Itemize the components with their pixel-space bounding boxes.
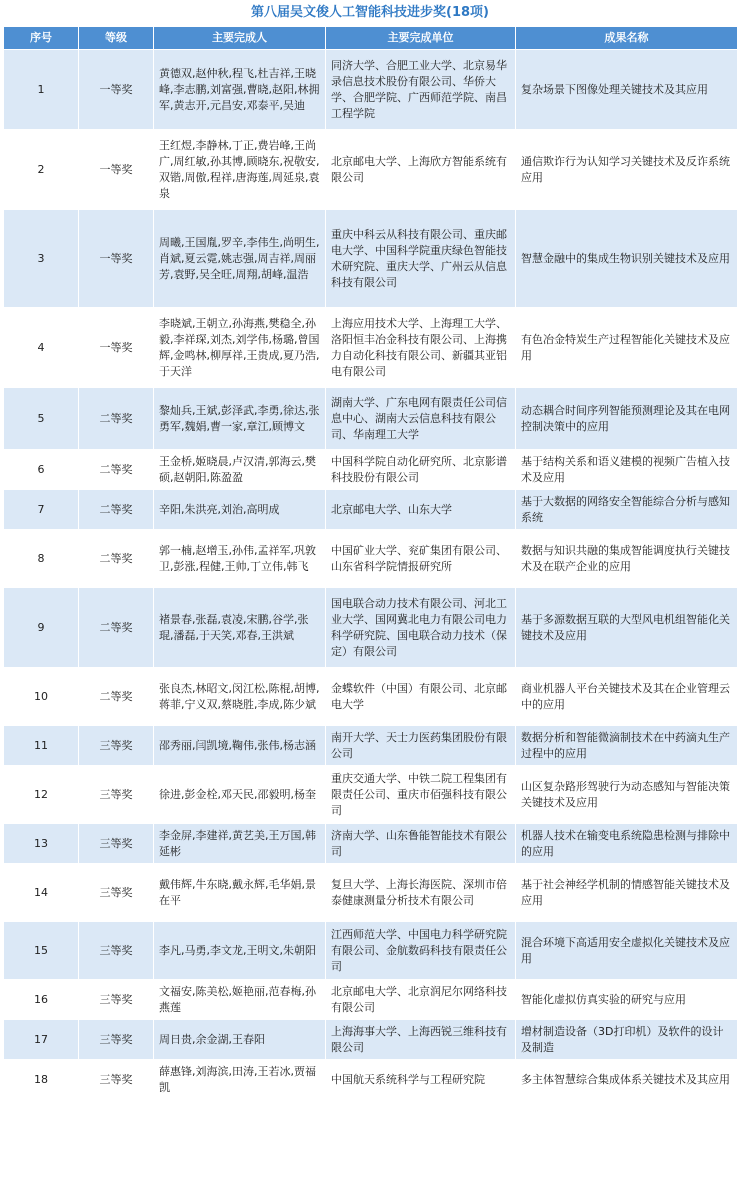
cell-grade: 二等奖 [79, 388, 154, 450]
cell-grade: 一等奖 [79, 130, 154, 210]
cell-units: 北京邮电大学、上海欣方智能系统有限公司 [326, 130, 516, 210]
cell-seq: 11 [4, 726, 79, 766]
cell-units: 国电联合动力技术有限公司、河北工业大学、国网冀北电力有限公司电力科学研究院、国电联合动力技术（保定）有限公司 [326, 588, 516, 668]
table-row [4, 530, 738, 588]
cell-people: 周曦,王国胤,罗辛,李伟生,尚明生,肖斌,夏云霓,姚志强,周吉祥,周丽芳,袁野,吴全旺,周翔,胡峰,温浩 [154, 210, 326, 308]
table-body [4, 50, 738, 1100]
cell-result: 商业机器人平台关键技术及其在企业管理云中的应用 [516, 668, 738, 726]
cell-result: 数据分析和智能微滴制技术在中药滴丸生产过程中的应用 [516, 726, 738, 766]
header-result: 成果名称 [516, 27, 738, 50]
table-row [4, 824, 738, 864]
cell-grade: 一等奖 [79, 210, 154, 308]
cell-units: 上海海事大学、上海西锐三维科技有限公司 [326, 1020, 516, 1060]
cell-units: 中国科学院自动化研究所、北京影谱科技股份有限公司 [326, 450, 516, 490]
cell-seq: 17 [4, 1020, 79, 1060]
cell-seq: 7 [4, 490, 79, 530]
cell-result: 智能化虚拟仿真实验的研究与应用 [516, 980, 738, 1020]
cell-grade: 三等奖 [79, 766, 154, 824]
cell-people: 薛惠锋,刘海滨,田涛,王若冰,贾福凯 [154, 1060, 326, 1100]
award-table [3, 26, 738, 1100]
table-row [4, 668, 738, 726]
table-row [4, 980, 738, 1020]
table-row [4, 864, 738, 922]
cell-grade: 三等奖 [79, 726, 154, 766]
cell-people: 李金屏,李建祥,黄艺美,王万国,韩延彬 [154, 824, 326, 864]
cell-people: 戴伟辉,牛东晓,戴永辉,毛华娟,景在平 [154, 864, 326, 922]
cell-grade: 三等奖 [79, 1060, 154, 1100]
table-row [4, 726, 738, 766]
header-grade: 等级 [79, 27, 154, 50]
cell-units: 复旦大学、上海长海医院、深圳市倍泰健康测量分析技术有限公司 [326, 864, 516, 922]
cell-seq: 9 [4, 588, 79, 668]
cell-result: 有色冶金特炭生产过程智能化关键技术及应用 [516, 308, 738, 388]
cell-seq: 13 [4, 824, 79, 864]
page-title: 第八届吴文俊人工智能科技进步奖(18项) [0, 0, 740, 26]
cell-units: 济南大学、山东鲁能智能技术有限公司 [326, 824, 516, 864]
table-header-row [4, 27, 738, 50]
cell-units: 北京邮电大学、北京润尼尔网络科技有限公司 [326, 980, 516, 1020]
cell-people: 黄德双,赵仲秋,程飞,杜吉祥,王晓峰,李志鹏,刘富强,曹晓,赵阳,林拥军,黄志开,元昌安,邓泰平,吴迪 [154, 50, 326, 130]
cell-seq: 8 [4, 530, 79, 588]
cell-people: 徐进,彭金栓,邓天民,邵毅明,杨奎 [154, 766, 326, 824]
cell-seq: 16 [4, 980, 79, 1020]
cell-people: 文福安,陈美松,姬艳丽,范春梅,孙燕莲 [154, 980, 326, 1020]
cell-result: 通信欺诈行为认知学习关键技术及反诈系统应用 [516, 130, 738, 210]
cell-grade: 二等奖 [79, 588, 154, 668]
table-row [4, 766, 738, 824]
header-units: 主要完成单位 [326, 27, 516, 50]
cell-result: 山区复杂路形驾驶行为动态感知与智能决策关键技术及应用 [516, 766, 738, 824]
cell-result: 基于大数据的网络安全智能综合分析与感知系统 [516, 490, 738, 530]
cell-seq: 6 [4, 450, 79, 490]
cell-people: 褚景春,张磊,袁凌,宋鹏,谷学,张琨,潘磊,于天笑,邓春,王洪斌 [154, 588, 326, 668]
cell-result: 动态耦合时间序列智能预测理论及其在电网控制决策中的应用 [516, 388, 738, 450]
table-row [4, 588, 738, 668]
cell-seq: 4 [4, 308, 79, 388]
cell-people: 郭一楠,赵增玉,孙伟,孟祥军,巩敦卫,彭涨,程健,王帅,丁立伟,韩飞 [154, 530, 326, 588]
cell-seq: 14 [4, 864, 79, 922]
table-row [4, 388, 738, 450]
cell-grade: 三等奖 [79, 1020, 154, 1060]
cell-grade: 二等奖 [79, 668, 154, 726]
cell-people: 王红煜,李静林,丁正,费岩峰,王尚广,周红敏,孙其博,顾晓东,祝敬安,双锴,周傲,程祥,唐海莲,周延泉,袁泉 [154, 130, 326, 210]
cell-units: 重庆交通大学、中铁二院工程集团有限责任公司、重庆市佰强科技有限公司 [326, 766, 516, 824]
cell-units: 中国航天系统科学与工程研究院 [326, 1060, 516, 1100]
header-seq: 序号 [4, 27, 79, 50]
cell-people: 王金桥,姬晓晨,卢汉清,郭海云,樊硕,赵朝阳,陈盈盈 [154, 450, 326, 490]
cell-units: 重庆中科云从科技有限公司、重庆邮电大学、中国科学院重庆绿色智能技术研究院、重庆大学、广州云从信息科技有限公司 [326, 210, 516, 308]
cell-seq: 15 [4, 922, 79, 980]
cell-result: 多主体智慧综合集成体系关键技术及其应用 [516, 1060, 738, 1100]
table-row [4, 50, 738, 130]
cell-result: 增材制造设备（3D打印机）及软件的设计及制造 [516, 1020, 738, 1060]
cell-result: 智慧金融中的集成生物识别关键技术及应用 [516, 210, 738, 308]
cell-grade: 一等奖 [79, 50, 154, 130]
cell-people: 辛阳,朱洪亮,刘治,高明成 [154, 490, 326, 530]
cell-seq: 18 [4, 1060, 79, 1100]
cell-result: 复杂场景下图像处理关键技术及其应用 [516, 50, 738, 130]
table-row [4, 922, 738, 980]
cell-result: 机器人技术在输变电系统隐患检测与排除中的应用 [516, 824, 738, 864]
cell-people: 邵秀丽,闫凯境,鞠伟,张伟,杨志涵 [154, 726, 326, 766]
cell-result: 混合环境下高适用安全虚拟化关键技术及应用 [516, 922, 738, 980]
cell-people: 张良杰,林昭文,闵江松,陈棍,胡博,蒋菲,宁义双,蔡晓胜,李成,陈少斌 [154, 668, 326, 726]
cell-grade: 二等奖 [79, 450, 154, 490]
table-row [4, 490, 738, 530]
cell-seq: 10 [4, 668, 79, 726]
cell-people: 周日贵,余金湖,王春阳 [154, 1020, 326, 1060]
cell-grade: 二等奖 [79, 530, 154, 588]
cell-units: 北京邮电大学、山东大学 [326, 490, 516, 530]
cell-units: 中国矿业大学、兖矿集团有限公司、山东省科学院情报研究所 [326, 530, 516, 588]
cell-seq: 2 [4, 130, 79, 210]
cell-units: 湖南大学、广东电网有限责任公司信息中心、湖南大云信息科技有限公司、华南理工大学 [326, 388, 516, 450]
cell-units: 金蝶软件（中国）有限公司、北京邮电大学 [326, 668, 516, 726]
cell-units: 南开大学、天士力医药集团股份有限公司 [326, 726, 516, 766]
cell-grade: 一等奖 [79, 308, 154, 388]
cell-grade: 三等奖 [79, 824, 154, 864]
table-row [4, 130, 738, 210]
cell-grade: 三等奖 [79, 922, 154, 980]
table-row [4, 210, 738, 308]
cell-seq: 3 [4, 210, 79, 308]
table-row [4, 1020, 738, 1060]
cell-grade: 二等奖 [79, 490, 154, 530]
cell-result: 基于结构关系和语义建模的视频广告植入技术及应用 [516, 450, 738, 490]
cell-seq: 12 [4, 766, 79, 824]
cell-seq: 5 [4, 388, 79, 450]
cell-grade: 三等奖 [79, 980, 154, 1020]
cell-units: 上海应用技术大学、上海理工大学、洛阳恒丰冶金科技有限公司、上海携力自动化科技有限公司、新疆其亚铝电有限公司 [326, 308, 516, 388]
table-row [4, 308, 738, 388]
cell-units: 江西师范大学、中国电力科学研究院有限公司、金航数码科技有限责任公司 [326, 922, 516, 980]
table-row [4, 450, 738, 490]
table-row [4, 1060, 738, 1100]
cell-people: 李凡,马勇,李文龙,王明文,朱朝阳 [154, 922, 326, 980]
cell-result: 基于社会神经学机制的情感智能关键技术及应用 [516, 864, 738, 922]
cell-people: 黎灿兵,王斌,彭泽武,李勇,徐达,张勇军,魏娟,曹一家,章江,顾博文 [154, 388, 326, 450]
cell-result: 基于多源数据互联的大型风电机组智能化关键技术及应用 [516, 588, 738, 668]
cell-result: 数据与知识共融的集成智能调度执行关键技术及在联产企业的应用 [516, 530, 738, 588]
cell-seq: 1 [4, 50, 79, 130]
cell-units: 同济大学、合肥工业大学、北京易华录信息技术股份有限公司、华侨大学、合肥学院、广西师范学院、南昌工程学院 [326, 50, 516, 130]
cell-grade: 三等奖 [79, 864, 154, 922]
header-people: 主要完成人 [154, 27, 326, 50]
cell-people: 李晓斌,王朝立,孙海燕,樊稳全,孙毅,李祥琛,刘杰,刘学伟,杨璐,曾国辉,金鸣林,柳厚祥,王贵成,夏乃浩,于天洋 [154, 308, 326, 388]
